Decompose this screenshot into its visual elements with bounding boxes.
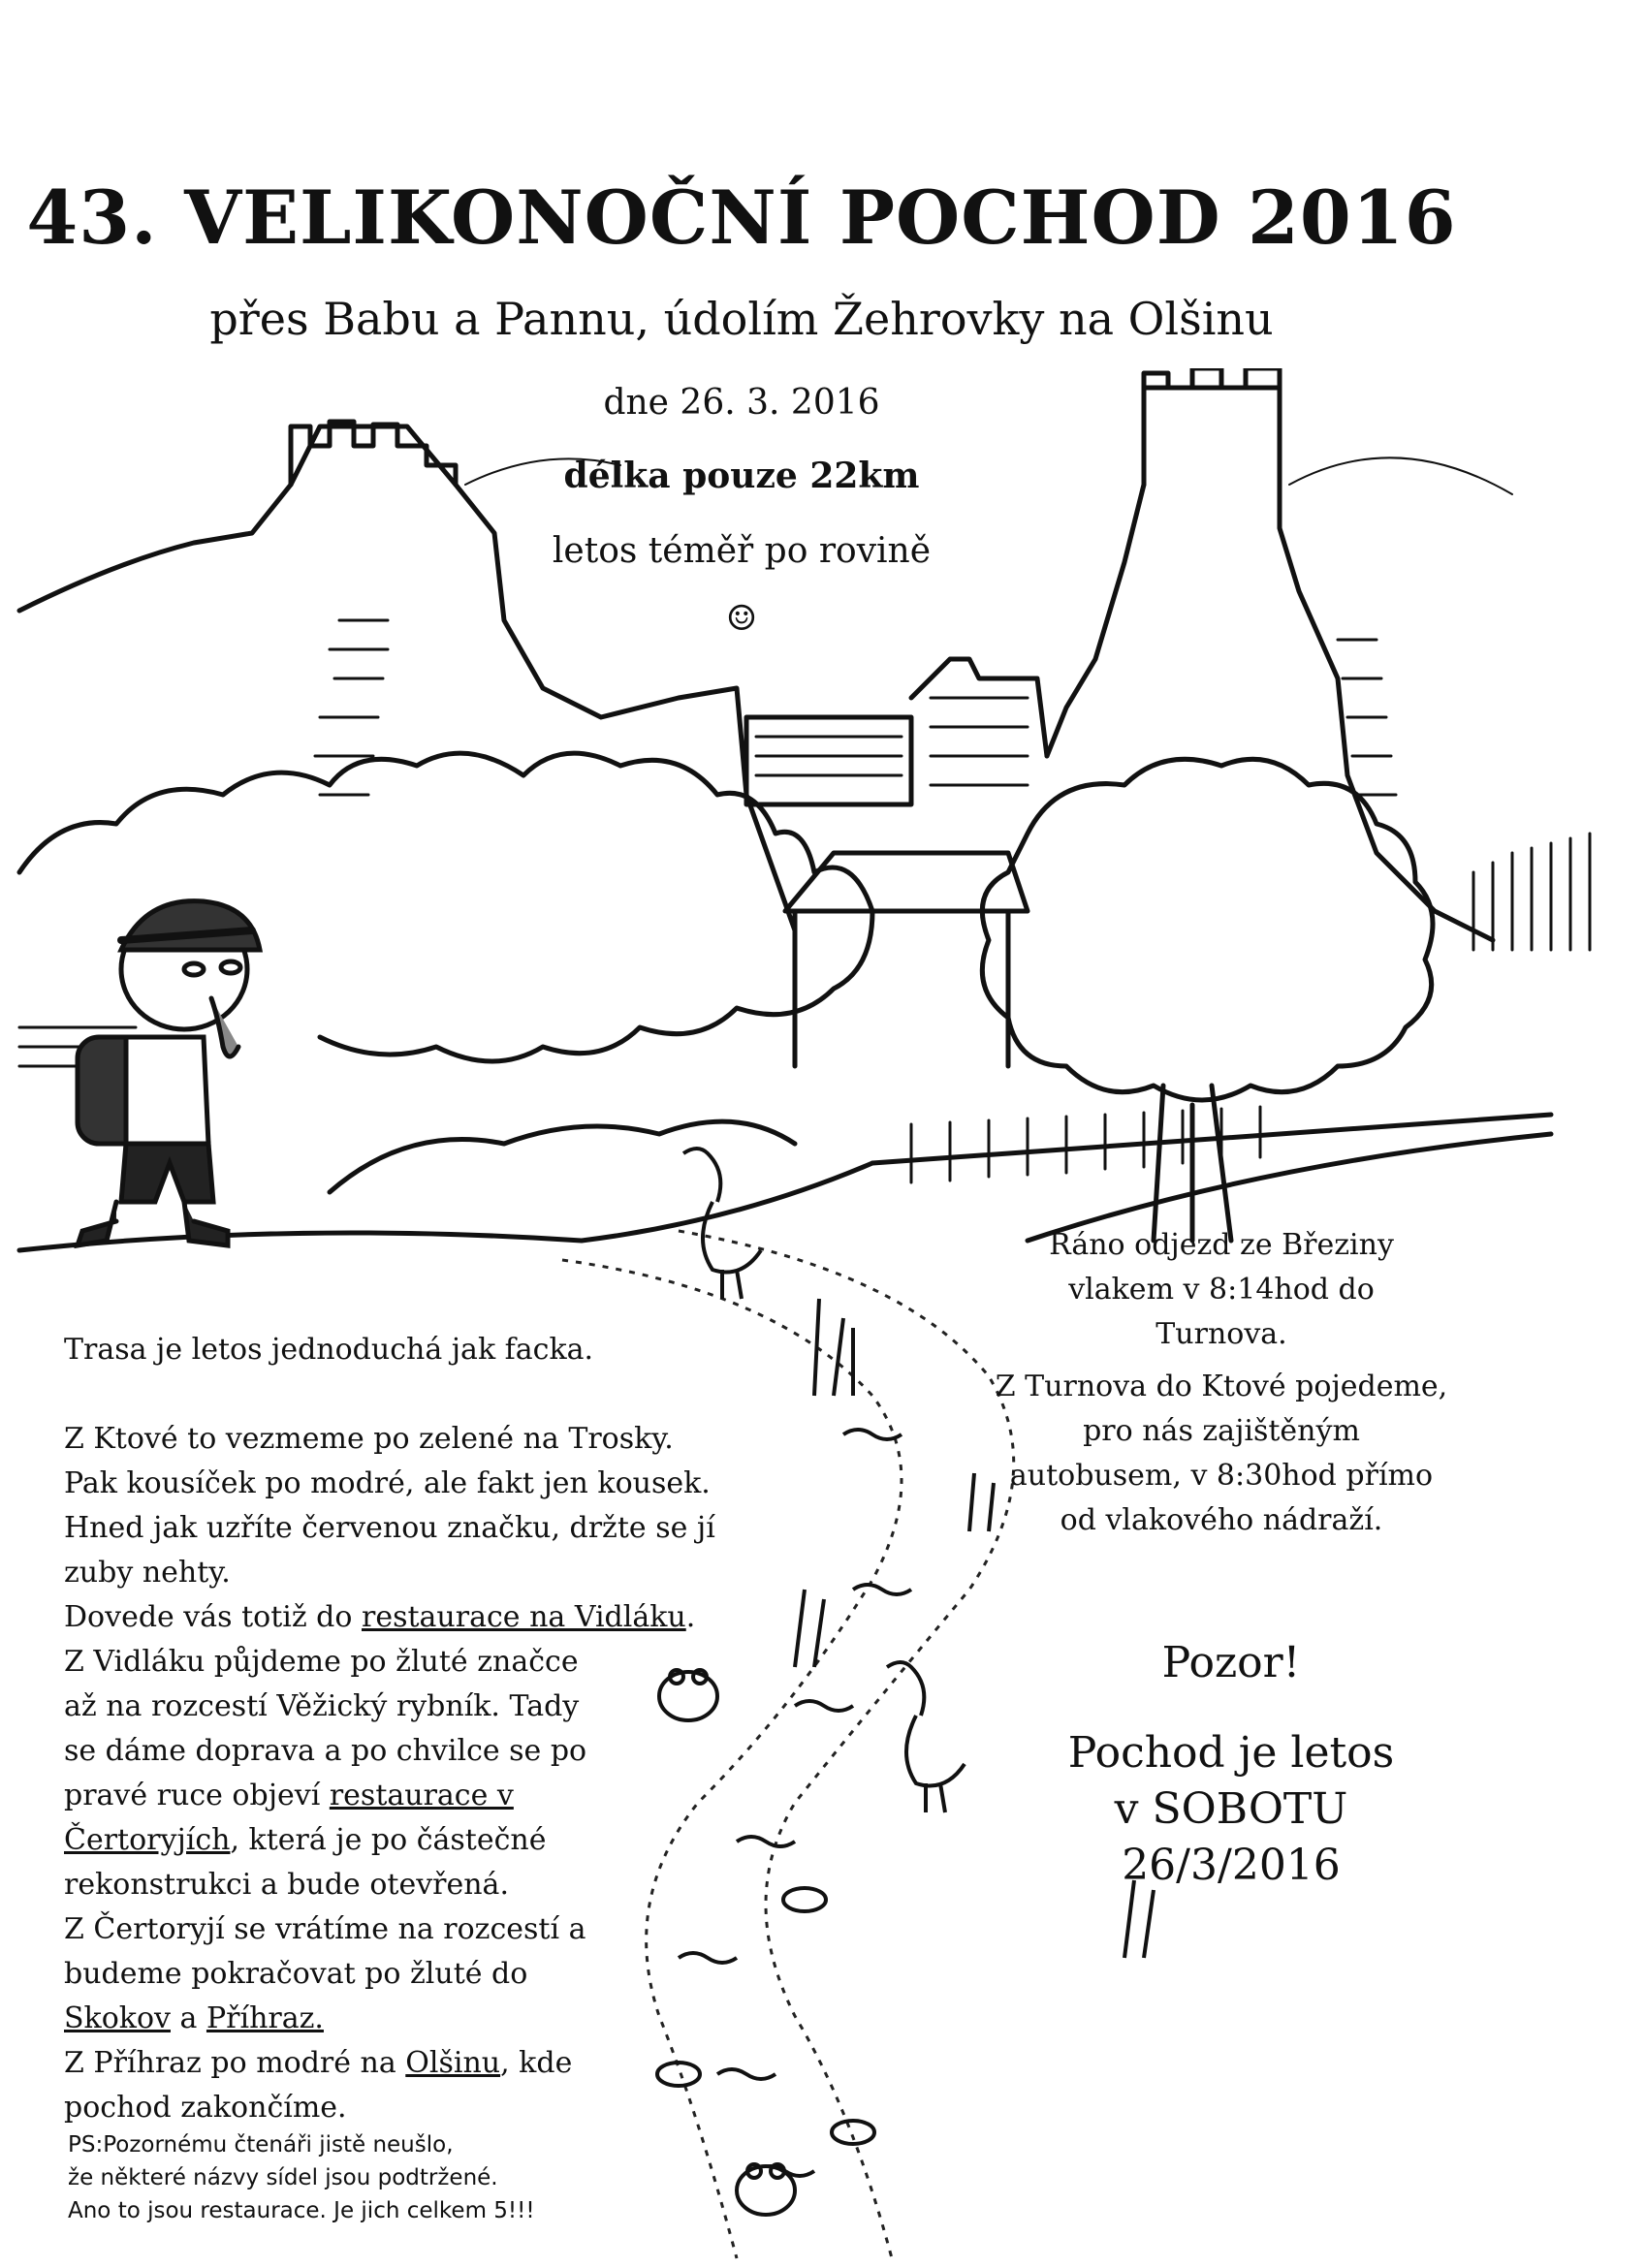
route-line: Dovede vás totiž do restaurace na Vidláku. — [64, 1600, 696, 1634]
restaurant-skokov: Skokov — [64, 2001, 171, 2035]
postscript — [68, 2128, 669, 2227]
route-description — [64, 1328, 762, 2130]
route-line: Pak kousíček po modré, ale fakt jen kousek. — [64, 1466, 711, 1500]
route-line: Hned jak uzříte červenou značku, držte se jí — [64, 1511, 715, 1545]
route-line: Z Čertoryjí se vrátíme na rozcestí a — [64, 1912, 586, 1946]
morning-line: Turnova. — [1155, 1317, 1287, 1351]
terrain-note: letos téměř po rovině — [552, 531, 932, 571]
route-line: pochod zakončíme. — [64, 2091, 347, 2125]
morning-line: vlakem v 8:14hod do — [1068, 1273, 1375, 1307]
smiley-icon: ☺ — [725, 599, 758, 639]
event-date: dne 26. 3. 2016 — [603, 383, 880, 423]
notice-heading: Pozor! — [1161, 1638, 1301, 1687]
restaurant-certoryje-cont: Čertoryjích — [64, 1823, 231, 1857]
bus-line: od vlakového nádraží. — [1060, 1503, 1383, 1537]
bus-line: pro nás zajištěným — [1083, 1414, 1360, 1448]
saturday-line: 26/3/2016 — [1122, 1841, 1341, 1890]
restaurant-prihraz: Příhraz. — [206, 2001, 324, 2035]
ps-line: že některé názvy sídel jsou podtržené. — [68, 2165, 498, 2190]
route-line: až na rozcestí Věžický rybník. Tady — [64, 1689, 580, 1723]
route-line: pravé ruce objeví restaurace v — [64, 1779, 514, 1812]
route-line: Z Ktové to vezmeme po zelené na Trosky. — [64, 1422, 674, 1456]
route-line: Z Příhraz po modré na Olšinu, kde — [64, 2046, 573, 2080]
restaurant-certoryje: restaurace v — [329, 1779, 514, 1812]
ps-line: Ano to jsou restaurace. Je jich celkem 5!!! — [68, 2198, 535, 2223]
page-title: 43. VELIKONOČNÍ POCHOD 2016 — [26, 174, 1457, 261]
saturday-line: v SOBOTU — [1114, 1784, 1348, 1834]
bus-line: autobusem, v 8:30hod přímo — [1009, 1459, 1434, 1493]
route-line: budeme pokračovat po žluté do — [64, 1957, 528, 1991]
route-line: zuby nehty. — [64, 1556, 231, 1590]
bus-info — [969, 1365, 1473, 1543]
morning-line: Ráno odjezd ze Březiny — [1049, 1228, 1394, 1262]
morning-departure — [1008, 1223, 1435, 1357]
route-length: délka pouze 22km — [563, 456, 920, 496]
page-subtitle: přes Babu a Pannu, údolím Žehrovky na Olšinu — [209, 293, 1274, 345]
ps-line: PS:Pozornému čtenáři jistě neušlo, — [68, 2132, 454, 2158]
route-line: Skokov a Příhraz. — [64, 2001, 324, 2035]
saturday-notice — [1008, 1725, 1454, 1894]
route-intro: Trasa je letos jednoduchá jak facka. — [64, 1333, 594, 1367]
route-line: Čertoryjích, která je po částečné — [64, 1823, 547, 1857]
restaurant-vidlak: restaurace na Vidláku — [362, 1600, 686, 1634]
saturday-line: Pochod je letos — [1067, 1728, 1395, 1778]
route-line: se dáme doprava a po chvilce se po — [64, 1734, 587, 1768]
route-line: rekonstrukci a bude otevřená. — [64, 1868, 509, 1902]
bus-line: Z Turnova do Ktové pojedeme, — [995, 1370, 1448, 1403]
route-line: Z Vidláku půjdeme po žluté značce — [64, 1645, 579, 1679]
restaurant-olsina: Olšinu — [405, 2046, 501, 2080]
